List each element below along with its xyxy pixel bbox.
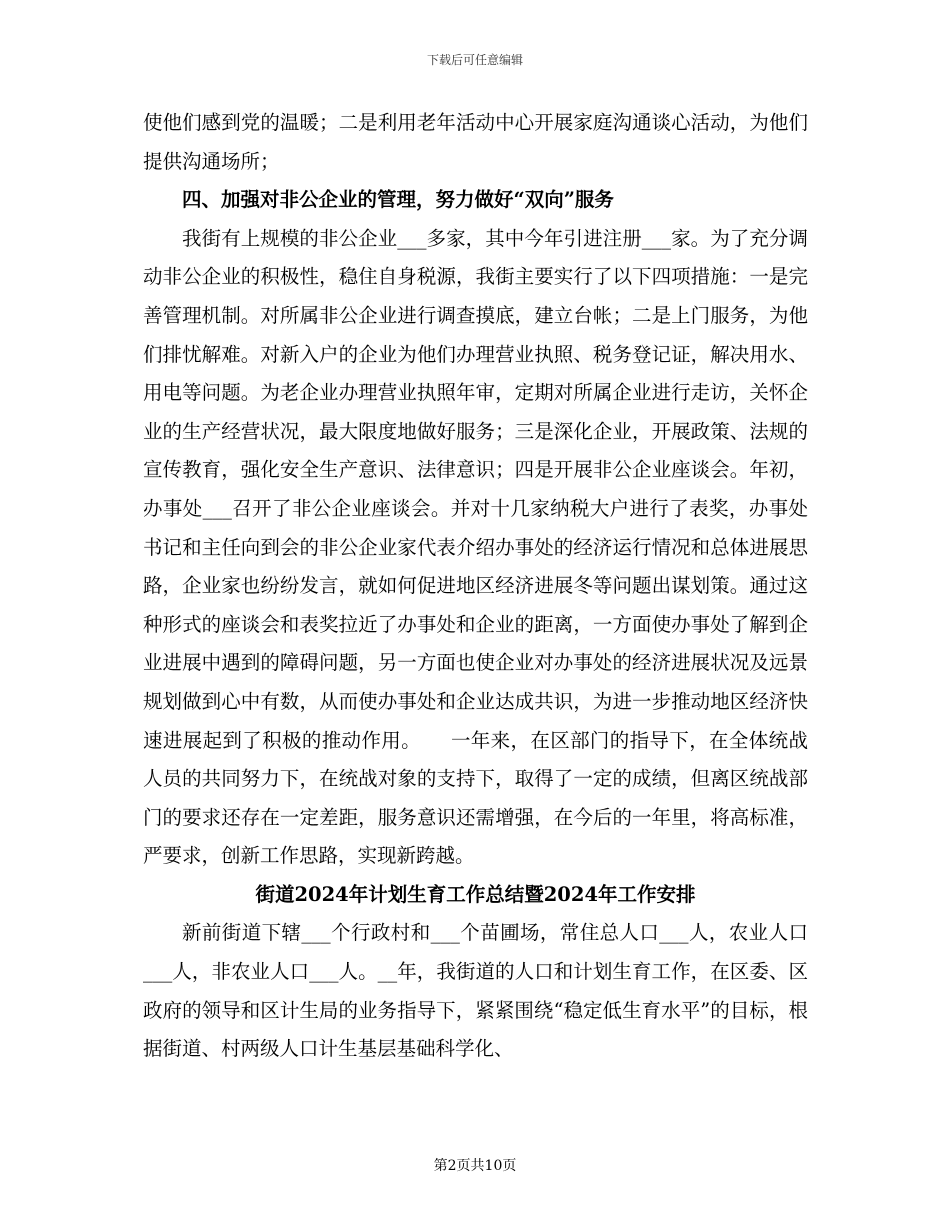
page-header: 下载后可任意编辑 [426, 53, 523, 67]
body-paragraph: 我街有上规模的非公企业___多家，其中今年引进注册___家。为了充分调动非公企业的积极性，稳住自身税源，我街主要实行了以下四项措施：一是完善管理机制。对所属非公企业进行调查摸底，建立台帐；二是上门服务，为他们排忧解难。对新入户的企业为他们办理营业执照、税务登记证，解决用水、用电等问题。为老企业办理营业执照年审，定期对所属企业进行走访，关怀企业的生产经营状况，最大限度地做好服务；三是深化企业，开展政策、法规的宣传教育，强化安全生产意识、法律意识；四是开展非公企业座谈会。年初，办事处___召开了非公企业座谈会。并对十几家纳税大户进行了表奖，办事处书记和主任向到会的非公企业家代表介绍办事处的经济运行情况和总体进展思路，企业家也纷纷发言，就如何促进地区经济进展冬等问题出谋划策。通过这种形式的座谈会和表奖拉近了办事处和企业的距离，一方面使办事处了解到企业进展中遇到的障碍问题，另一方面也使企业对办事处的经济进展状况及远景规划做到心中有数，从而使办事处和企业达成共识，为进一步推动地区经济快速进展起到了积极的推动作用。 一年来，在区部门的指导下，在全体统战人员的共同努力下，在统战对象的支持下，取得了一定的成绩，但离区统战部门的要求还存在一定差距，服务意识还需增强，在今后的一年里，将高标准，严要求，创新工作思路，实现新跨越。 [143, 226, 808, 868]
document-title: 街道2024年计划生育工作总结暨2024年工作安排 [255, 882, 696, 906]
continuation-paragraph: 使他们感到党的温暖；二是利用老年活动中心开展家庭沟通谈心活动，为他们提供沟通场所； [143, 111, 808, 173]
document-body [143, 104, 808, 1069]
intro-paragraph: 新前街道下辖___个行政村和___个苗圃场，常住总人口___人，农业人口___人，非农业人口___人。__年，我街道的人口和计划生育工作，在区委、区政府的领导和区计生局的业务指导下，紧紧围绕“稳定低生育水平”的目标，根据街道、村两级人口计生基层基础科学化、 [143, 921, 808, 1061]
page-footer: 第2页共10页 [433, 1158, 517, 1174]
section-heading: 四、加强对非公企业的管理，努力做好“双向”服务 [182, 188, 614, 212]
